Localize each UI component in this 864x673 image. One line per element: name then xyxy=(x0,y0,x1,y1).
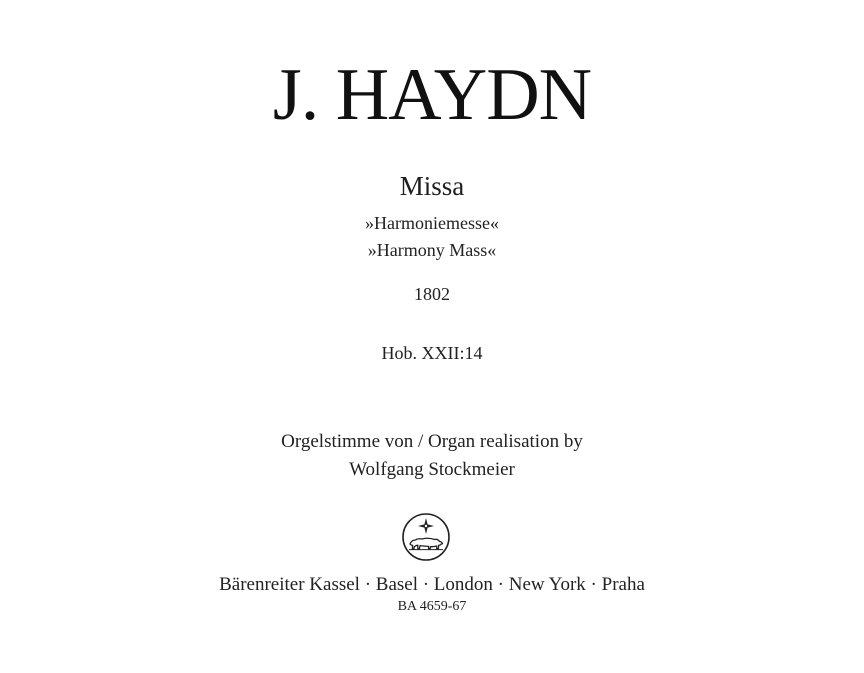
composer-name: J. HAYDN xyxy=(272,54,592,136)
work-title: Missa xyxy=(399,171,465,201)
catalogue-number: Hob. XXII:14 xyxy=(381,343,483,363)
publisher-cities: Bärenreiter Kassel · Basel · London · New York · Praha xyxy=(219,574,645,595)
composition-year: 1802 xyxy=(414,284,450,304)
subtitle-english: »Harmony Mass« xyxy=(367,240,497,260)
barenreiter-bear-logo-icon xyxy=(401,512,451,562)
credit-label: Orgelstimme von / Organ realisation by xyxy=(281,431,583,452)
edition-number: BA 4659-67 xyxy=(397,599,467,614)
subtitle-german: »Harmoniemesse« xyxy=(365,213,499,233)
credit-name: Wolfgang Stockmeier xyxy=(349,459,515,480)
